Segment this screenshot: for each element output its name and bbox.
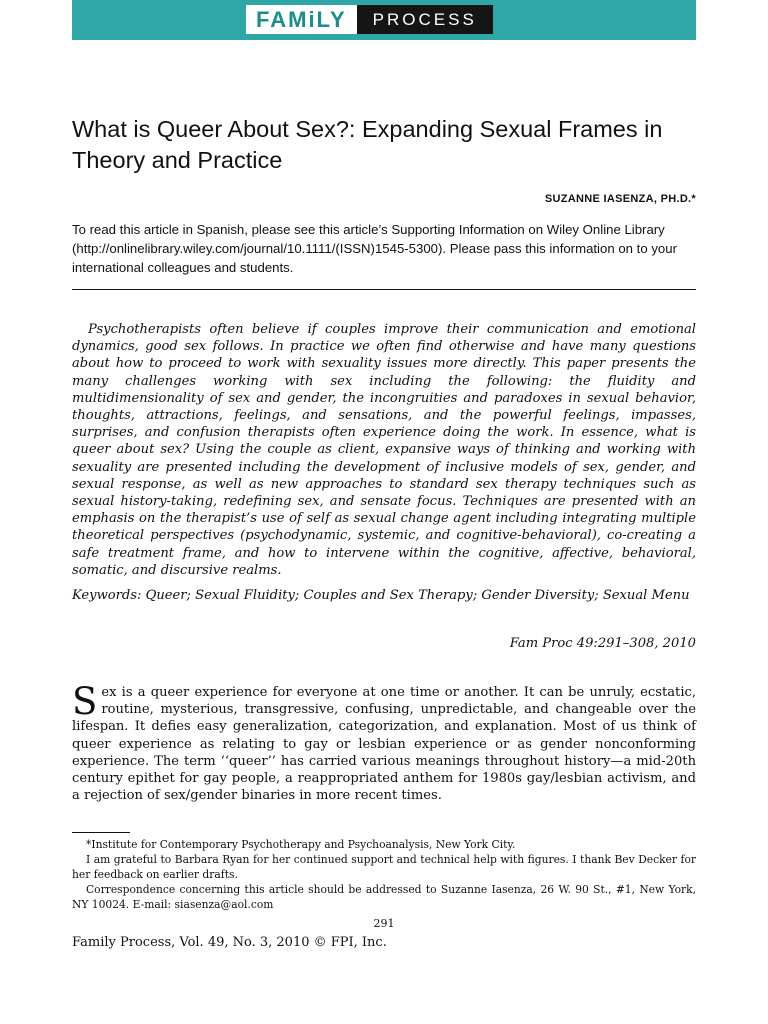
translation-notice: To read this article in Spanish, please see this article’s Supporting Information on Wiley Online Library (http://onlinelibrary.wiley.com/journal/10.1111/(ISSN)1545-5300). Please pass this information on to your international colleagues and students. bbox=[72, 222, 677, 275]
author-name: SUZANNE IASENZA, PH.D.* bbox=[544, 193, 696, 205]
abstract: Psychotherapists often believe if couples improve their communication and emotional dynamics, good sex follows. In practice we often find otherwise and have many questions about how to proceed to work with sexuality issues more directly. This paper presents the many challenges working with sex including the following: the fluidity and multidimensionality of sex and gender, the incongruities and paradoxes in sexual behavior, thoughts, attractions, feelings, and sensations, and the powerful feelings, impasses, surprises, and confusion therapists often experience doing the work. In essence, what is queer about sex? Using the couple as client, expansive ways of thinking and working with sexuality are presented including the development of inclusive models of sex, gender, and sexual response, as well as new approaches to standard sex therapy techniques such as sexual history-taking, redefining sex, and sensate focus. Techniques are presented with an emphasis on the therapist’s use of self as sexual change agent including integrating multiple theoretical perspectives (psychodynamic, systemic, and cognitive-behavioral), co-creating a safe treatment frame, and how to intervene within the cognitive, affective, behavioral, somatic, and discursive realms. bbox=[72, 322, 696, 578]
footnote-acknowledgment: I am grateful to Barbara Ryan for her continued support and technical help with figures. I thank Bev Decker for her feedback on earlier drafts. bbox=[72, 853, 696, 881]
drop-cap: S bbox=[72, 680, 98, 723]
footnote-rule bbox=[72, 832, 130, 833]
footnote-affiliation: *Institute for Contemporary Psychotherapy and Psychoanalysis, New York City. bbox=[86, 838, 516, 851]
journal-footer: Family Process, Vol. 49, No. 3, 2010 © FPI, Inc. bbox=[72, 935, 387, 950]
page-number: 291 bbox=[373, 917, 395, 930]
logo-family-text: FAMiLY bbox=[246, 5, 357, 34]
body-paragraph bbox=[72, 680, 696, 804]
footnotes bbox=[72, 837, 696, 912]
footnote-correspondence: Correspondence concerning this article should be addressed to Suzanne Iasenza, 26 W. 90 St., #1, New York, NY 10024. E-mail: siasenza@aol.com bbox=[72, 883, 696, 911]
logo-process-text: PROCESS bbox=[357, 5, 493, 34]
journal-logo bbox=[246, 5, 493, 34]
journal-header-bar bbox=[72, 0, 696, 40]
citation: Fam Proc 49:291–308, 2010 bbox=[509, 636, 696, 651]
article-title: What is Queer About Sex?: Expanding Sexual Frames in Theory and Practice bbox=[72, 116, 663, 173]
section-divider bbox=[72, 289, 696, 290]
keywords: Keywords: Queer; Sexual Fluidity; Couples and Sex Therapy; Gender Diversity; Sexual Menu bbox=[72, 588, 690, 603]
body-paragraph-text: ex is a queer experience for everyone at one time or another. It can be unruly, ecstatic, routine, mysterious, transgressive, confusing, unpredictable, and changeable over the lifespan. It defies easy generalization, categorization, and explanation. Most of us think of queer experience as relating to gay or lesbian experience or as gender nonconforming experience. The term ‘‘queer’’ has carried various meanings throughout history—a mid-20th century epithet for gay people, a reappropriated anthem for 1980s gay/lesbian activism, and a rejection of sex/gender binaries in more recent times. bbox=[72, 685, 696, 804]
